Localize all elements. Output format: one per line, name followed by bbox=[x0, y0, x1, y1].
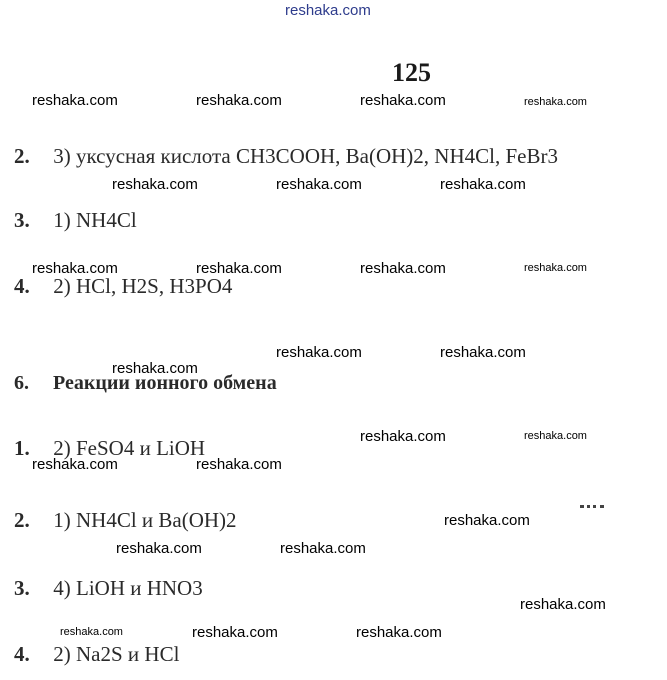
watermark: reshaka.com bbox=[524, 262, 587, 274]
item-number: 1. bbox=[14, 436, 30, 460]
answer-text: 2) FeSO4 и LiOH bbox=[53, 436, 206, 460]
watermark: reshaka.com bbox=[32, 260, 118, 277]
watermark: reshaka.com bbox=[276, 176, 362, 193]
answer-line bbox=[14, 576, 203, 601]
watermark: reshaka.com bbox=[196, 92, 282, 109]
answer-line bbox=[14, 274, 232, 299]
answer-text: 1) NH4Cl bbox=[53, 208, 137, 232]
watermark: reshaka.com bbox=[524, 96, 587, 108]
item-number: 2. bbox=[14, 508, 30, 532]
item-number: 4. bbox=[14, 274, 30, 298]
answer-text: 1) NH4Cl и Ba(OH)2 bbox=[53, 508, 237, 532]
item-number: 3. bbox=[14, 208, 30, 232]
answer-text: 2) HCl, H2S, H3PO4 bbox=[53, 274, 233, 298]
watermark: reshaka.com bbox=[360, 92, 446, 109]
watermark: reshaka.com bbox=[520, 596, 606, 613]
watermark: reshaka.com bbox=[60, 626, 123, 638]
watermark: reshaka.com bbox=[356, 624, 442, 641]
page-number: 125 bbox=[392, 58, 431, 87]
watermark: reshaka.com bbox=[112, 176, 198, 193]
answer-text: 3) уксусная кислота CH3COOH, Ba(OH)2, NH4Cl, FeBr3 bbox=[53, 144, 558, 168]
scan-mark bbox=[580, 505, 604, 511]
watermark: reshaka.com bbox=[192, 624, 278, 641]
watermark: reshaka.com bbox=[32, 456, 118, 473]
answer-line bbox=[14, 642, 179, 667]
section-heading bbox=[14, 372, 277, 395]
answer-line bbox=[14, 208, 137, 233]
watermark: reshaka.com bbox=[112, 360, 198, 377]
answer-line bbox=[14, 144, 558, 169]
watermark: reshaka.com bbox=[276, 344, 362, 361]
watermark: reshaka.com bbox=[524, 430, 587, 442]
item-number: 3. bbox=[14, 576, 30, 600]
section-title: Реакции ионного обмена bbox=[53, 372, 277, 394]
watermark: reshaka.com bbox=[280, 540, 366, 557]
answer-text: 2) Na2S и HCl bbox=[53, 642, 180, 666]
watermark: reshaka.com bbox=[440, 176, 526, 193]
section-number: 6. bbox=[14, 372, 29, 394]
watermark: reshaka.com bbox=[196, 260, 282, 277]
item-number: 4. bbox=[14, 642, 30, 666]
watermark: reshaka.com bbox=[440, 344, 526, 361]
answer-text: 4) LiOH и HNO3 bbox=[53, 576, 203, 600]
watermark: reshaka.com bbox=[360, 260, 446, 277]
top-watermark[interactable]: reshaka.com bbox=[285, 2, 371, 19]
watermark: reshaka.com bbox=[444, 512, 530, 529]
item-number: 2. bbox=[14, 144, 30, 168]
watermark: reshaka.com bbox=[360, 428, 446, 445]
watermark: reshaka.com bbox=[116, 540, 202, 557]
watermark: reshaka.com bbox=[196, 456, 282, 473]
answer-line bbox=[14, 508, 237, 533]
watermark: reshaka.com bbox=[32, 92, 118, 109]
